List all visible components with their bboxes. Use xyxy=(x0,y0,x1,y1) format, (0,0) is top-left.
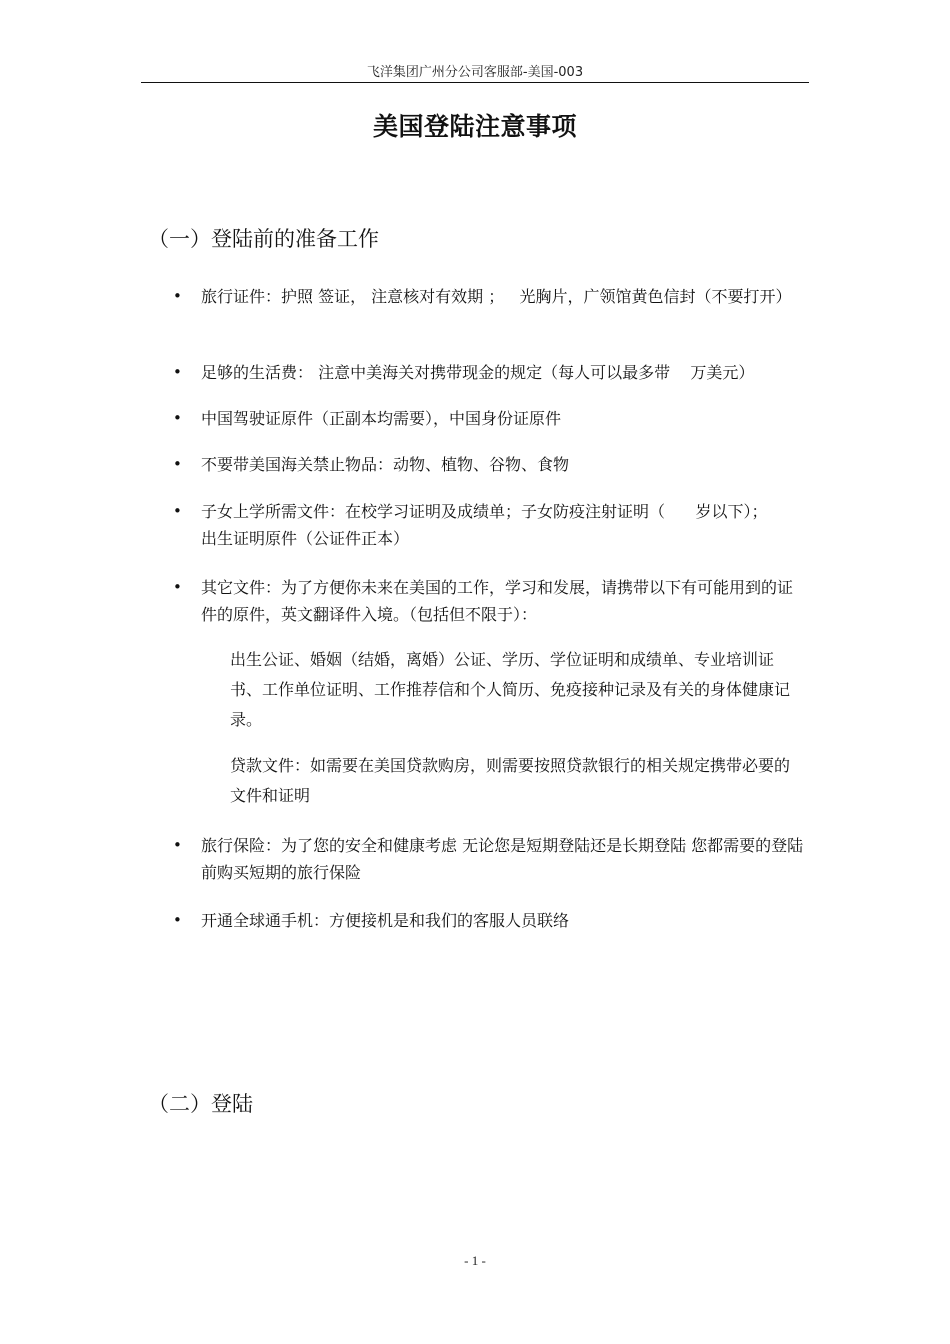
document-title: 美国登陆注意事项 xyxy=(372,112,577,141)
list-item-license-id: 中国驾驶证原件（正副本均需要），中国身份证原件 xyxy=(201,409,562,428)
list-item-travel-insurance: 旅行保险：为了您的安全和健康考虑 无论您是短期登陆还是长期登陆 您都需要的登陆前购买短期的旅行保险 xyxy=(201,836,804,882)
list-item-travel-documents: 旅行证件：护照 签证， 注意核对有效期 ； 光胸片，广领馆黄色信封（不要打开） xyxy=(201,287,792,306)
bullet-marker: • xyxy=(173,455,182,473)
list-item-other-documents: 其它文件：为了方便你未来在美国的工作，学习和发展，请携带以下有可能用到的证件的原件，英文翻译件入境。（包括但不限于）： xyxy=(201,578,794,624)
bullet-marker: • xyxy=(173,502,182,520)
page-number: - 1 - xyxy=(464,1253,486,1268)
page-header: 飞洋集团广州分公司客服部-美国-003 xyxy=(366,65,584,80)
bullet-marker: • xyxy=(173,409,182,427)
bullet-marker: • xyxy=(173,578,182,596)
list-item-school-documents: 子女上学所需文件：在校学习证明及成绩单；子女防疫注射证明（ 岁以下）；出生证明原件（公证件正本） xyxy=(201,502,768,548)
sub-paragraph-loan-documents: 贷款文件：如需要在美国贷款购房，则需要按照贷款银行的相关规定携带必要的文件和证明 xyxy=(230,756,791,805)
section-heading-landing: （二）登陆 xyxy=(148,1092,253,1116)
bullet-marker: • xyxy=(173,287,182,305)
header-rule xyxy=(141,82,809,83)
sub-paragraph-certificates: 出生公证、婚姻（结婚，离婚）公证、学历、学位证明和成绩单、专业培训证书、工作单位证明、工作推荐信和个人简历、免疫接种记录及有关的身体健康记录。 xyxy=(230,650,791,729)
bullet-marker: • xyxy=(173,363,182,381)
section-heading-preparation: （一）登陆前的准备工作 xyxy=(148,227,379,251)
list-item-mobile-phone: 开通全球通手机：方便接机是和我们的客服人员联络 xyxy=(201,911,570,930)
bullet-marker: • xyxy=(173,911,182,929)
list-item-prohibited-items: 不要带美国海关禁止物品：动物、植物、谷物、食物 xyxy=(201,455,570,474)
list-item-living-expenses: 足够的生活费： 注意中美海关对携带现金的规定（每人可以最多带 万美元） xyxy=(201,363,755,382)
bullet-marker: • xyxy=(173,836,182,854)
